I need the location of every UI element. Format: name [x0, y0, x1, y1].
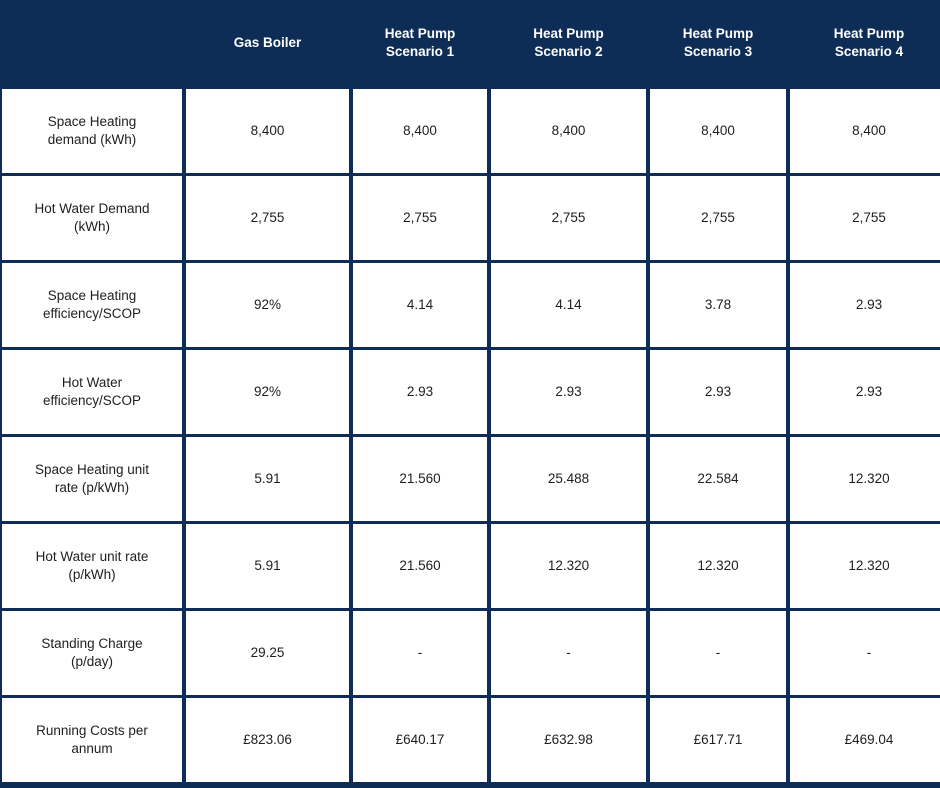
- row-label-space-heating-unit-rate: Space Heating unit rate (p/kWh): [2, 437, 182, 521]
- table-cell: 2,755: [491, 176, 646, 260]
- table-cell: £823.06: [186, 698, 349, 782]
- header-heat-pump-scenario-3: Heat Pump Scenario 3: [650, 0, 786, 86]
- table-cell: 2,755: [650, 176, 786, 260]
- table-cell: 22.584: [650, 437, 786, 521]
- table-cell: 2.93: [790, 263, 940, 347]
- table-cell: -: [650, 611, 786, 695]
- table-cell: 92%: [186, 263, 349, 347]
- row-label-standing-charge: Standing Charge (p/day): [2, 611, 182, 695]
- row-label-space-heating-efficiency: Space Heating efficiency/SCOP: [2, 263, 182, 347]
- table-cell: 21.560: [353, 524, 487, 608]
- table-cell: 3.78: [650, 263, 786, 347]
- table-cell: 12.320: [491, 524, 646, 608]
- table-cell: 2,755: [353, 176, 487, 260]
- table-cell: £469.04: [790, 698, 940, 782]
- table-cell: 2,755: [790, 176, 940, 260]
- table-cell: 8,400: [491, 89, 646, 173]
- table-cell: 8,400: [790, 89, 940, 173]
- table-cell: 2.93: [650, 350, 786, 434]
- table-cell: 2.93: [491, 350, 646, 434]
- table-cell: -: [353, 611, 487, 695]
- table-cell: 12.320: [790, 437, 940, 521]
- table-cell: 8,400: [186, 89, 349, 173]
- table-cell: -: [491, 611, 646, 695]
- table-cell: 2.93: [353, 350, 487, 434]
- table-cell: £640.17: [353, 698, 487, 782]
- header-heat-pump-scenario-2: Heat Pump Scenario 2: [491, 0, 646, 86]
- table-cell: 8,400: [650, 89, 786, 173]
- table-cell: 2.93: [790, 350, 940, 434]
- table-cell: £617.71: [650, 698, 786, 782]
- table-cell: 25.488: [491, 437, 646, 521]
- table-cell: £632.98: [491, 698, 646, 782]
- table-cell: 4.14: [353, 263, 487, 347]
- table-cell: -: [790, 611, 940, 695]
- header-heat-pump-scenario-1: Heat Pump Scenario 1: [353, 0, 487, 86]
- table-cell: 5.91: [186, 524, 349, 608]
- row-label-hot-water-demand: Hot Water Demand (kWh): [2, 176, 182, 260]
- row-label-space-heating-demand: Space Heating demand (kWh): [2, 89, 182, 173]
- row-label-running-costs: Running Costs per annum: [2, 698, 182, 782]
- table-cell: 21.560: [353, 437, 487, 521]
- table-cell: 92%: [186, 350, 349, 434]
- header-gas-boiler: Gas Boiler: [186, 0, 349, 86]
- header-cell-empty: [2, 0, 182, 86]
- table-cell: 4.14: [491, 263, 646, 347]
- table-cell: 2,755: [186, 176, 349, 260]
- table-cell: 5.91: [186, 437, 349, 521]
- table-cell: 29.25: [186, 611, 349, 695]
- row-label-hot-water-efficiency: Hot Water efficiency/SCOP: [2, 350, 182, 434]
- table-cell: 12.320: [790, 524, 940, 608]
- row-label-hot-water-unit-rate: Hot Water unit rate (p/kWh): [2, 524, 182, 608]
- table-cell: 12.320: [650, 524, 786, 608]
- header-heat-pump-scenario-4: Heat Pump Scenario 4: [790, 0, 940, 86]
- table-cell: 8,400: [353, 89, 487, 173]
